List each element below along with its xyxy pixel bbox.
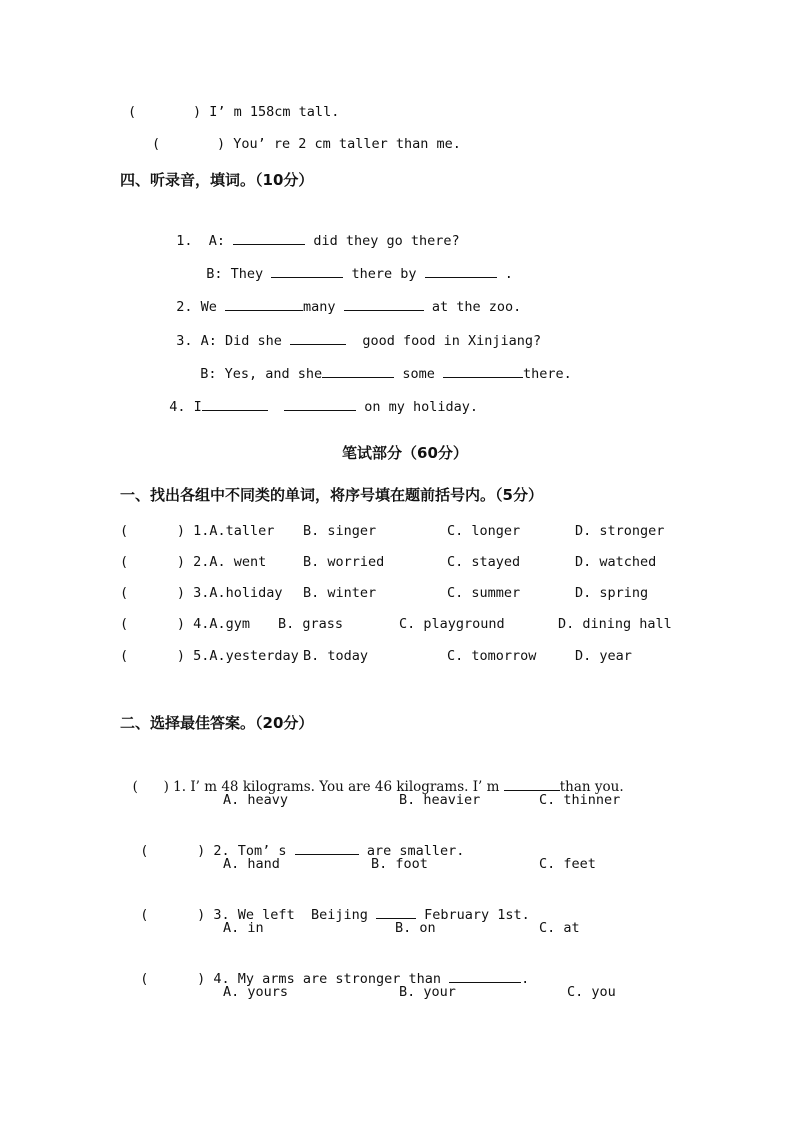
q-text: ( ) 1. I’ m 48 kilograms. You are 46 kilograms. I’ m xyxy=(132,779,500,795)
choice-option-a: A. heavy xyxy=(223,792,289,808)
choice-option-c: C. thinner xyxy=(539,792,621,808)
written-part-title: 笔试部分（60分） xyxy=(342,444,468,462)
choice-q4-stem xyxy=(124,951,529,988)
choice-option-a: A. yours xyxy=(223,984,289,1000)
speaker-label: A: xyxy=(208,233,226,249)
option-b: B. today xyxy=(303,648,369,664)
choice-option-a: A. in xyxy=(223,920,264,936)
q-text: . xyxy=(504,266,513,282)
choice-q3-stem xyxy=(124,887,530,924)
option-b: B. singer xyxy=(303,523,377,539)
q-text: . xyxy=(521,971,530,987)
q-text: there. xyxy=(522,366,572,382)
q-text: good food in Xinjiang? xyxy=(362,333,542,349)
odd-one-out-row: ( ) 2.A. went xyxy=(120,554,267,570)
choice-option-b: B. foot xyxy=(371,856,428,872)
q-text: many xyxy=(303,299,336,315)
q-text: did they go there? xyxy=(313,233,460,249)
odd-one-out-row: ( ) 3.A.holiday xyxy=(120,585,283,601)
q-text: B: They xyxy=(206,266,264,282)
listening-q2 xyxy=(160,279,521,316)
q-text: 4. I xyxy=(169,399,202,415)
fill-blank[interactable] xyxy=(233,231,305,245)
option-d: D. dining hall xyxy=(558,616,672,632)
section-four-heading: 四、听录音，填词。（10分） xyxy=(120,171,314,189)
option-d: D. spring xyxy=(575,585,649,601)
odd-one-out-row: ( ) 5.A.yesterday xyxy=(120,648,299,664)
option-b: B. winter xyxy=(303,585,377,601)
fill-blank[interactable] xyxy=(322,364,394,378)
fill-blank[interactable] xyxy=(376,905,416,919)
option-c: C. playground xyxy=(399,616,505,632)
fill-blank[interactable] xyxy=(202,397,268,411)
choice-option-a: A. hand xyxy=(223,856,280,872)
q-text: at the zoo. xyxy=(431,299,522,315)
fill-blank[interactable] xyxy=(271,264,343,278)
q-text: 2. We xyxy=(176,299,217,315)
odd-one-out-row: ( ) 1.A.taller xyxy=(120,523,275,539)
q-text: B: Yes, and she xyxy=(200,366,323,382)
option-b: B. grass xyxy=(278,616,344,632)
option-d: D. stronger xyxy=(575,523,665,539)
fill-blank[interactable] xyxy=(443,364,523,378)
listening-q4 xyxy=(153,379,478,416)
q-text: than you. xyxy=(559,779,624,795)
option-c: C. tomorrow xyxy=(447,648,537,664)
part-one-heading: 一、找出各组中不同类的单词，将序号填在题前括号内。（5分） xyxy=(120,486,543,504)
q-text: ( ) 4. My arms are stronger than xyxy=(140,971,441,987)
fill-blank[interactable] xyxy=(504,777,560,791)
listening-q1-b xyxy=(190,246,513,283)
q-text: are smaller. xyxy=(366,843,465,859)
q-number: 1. xyxy=(176,233,193,249)
fill-blank[interactable] xyxy=(449,969,521,983)
choice-option-b: B. on xyxy=(395,920,436,936)
answer-line-1: ( ) I’ m 158cm tall. xyxy=(128,104,340,120)
option-d: D. watched xyxy=(575,554,657,570)
part-two-heading: 二、选择最佳答案。（20分） xyxy=(120,714,314,732)
option-c: C. longer xyxy=(447,523,521,539)
choice-option-c: C. you xyxy=(567,984,616,1000)
choice-option-b: B. heavier xyxy=(399,792,481,808)
option-c: C. summer xyxy=(447,585,521,601)
answer-line-2: ( ) You’ re 2 cm taller than me. xyxy=(152,136,461,152)
listening-q3-a xyxy=(160,313,541,350)
listening-q3-b xyxy=(184,346,572,383)
choice-option-b: B. your xyxy=(399,984,456,1000)
option-b: B. worried xyxy=(303,554,385,570)
fill-blank[interactable] xyxy=(425,264,497,278)
q-text: February 1st. xyxy=(424,907,530,923)
listening-q1-a xyxy=(160,213,460,250)
choice-option-c: C. feet xyxy=(539,856,596,872)
fill-blank[interactable] xyxy=(225,297,303,311)
choice-option-c: C. at xyxy=(539,920,580,936)
odd-one-out-row: ( ) 4.A.gym xyxy=(120,616,251,632)
fill-blank[interactable] xyxy=(290,331,346,345)
q-text: some xyxy=(402,366,435,382)
q-text: ( ) 2. Tom’ s xyxy=(140,843,287,859)
q-text: on my holiday. xyxy=(364,399,478,415)
q-text: ( ) 3. We left Beijing xyxy=(140,907,368,923)
q-text: there by xyxy=(351,266,417,282)
option-d: D. year xyxy=(575,648,632,664)
option-c: C. stayed xyxy=(447,554,521,570)
fill-blank[interactable] xyxy=(344,297,424,311)
q-text: 3. A: Did she xyxy=(176,333,282,349)
fill-blank[interactable] xyxy=(284,397,356,411)
fill-blank[interactable] xyxy=(295,841,359,855)
